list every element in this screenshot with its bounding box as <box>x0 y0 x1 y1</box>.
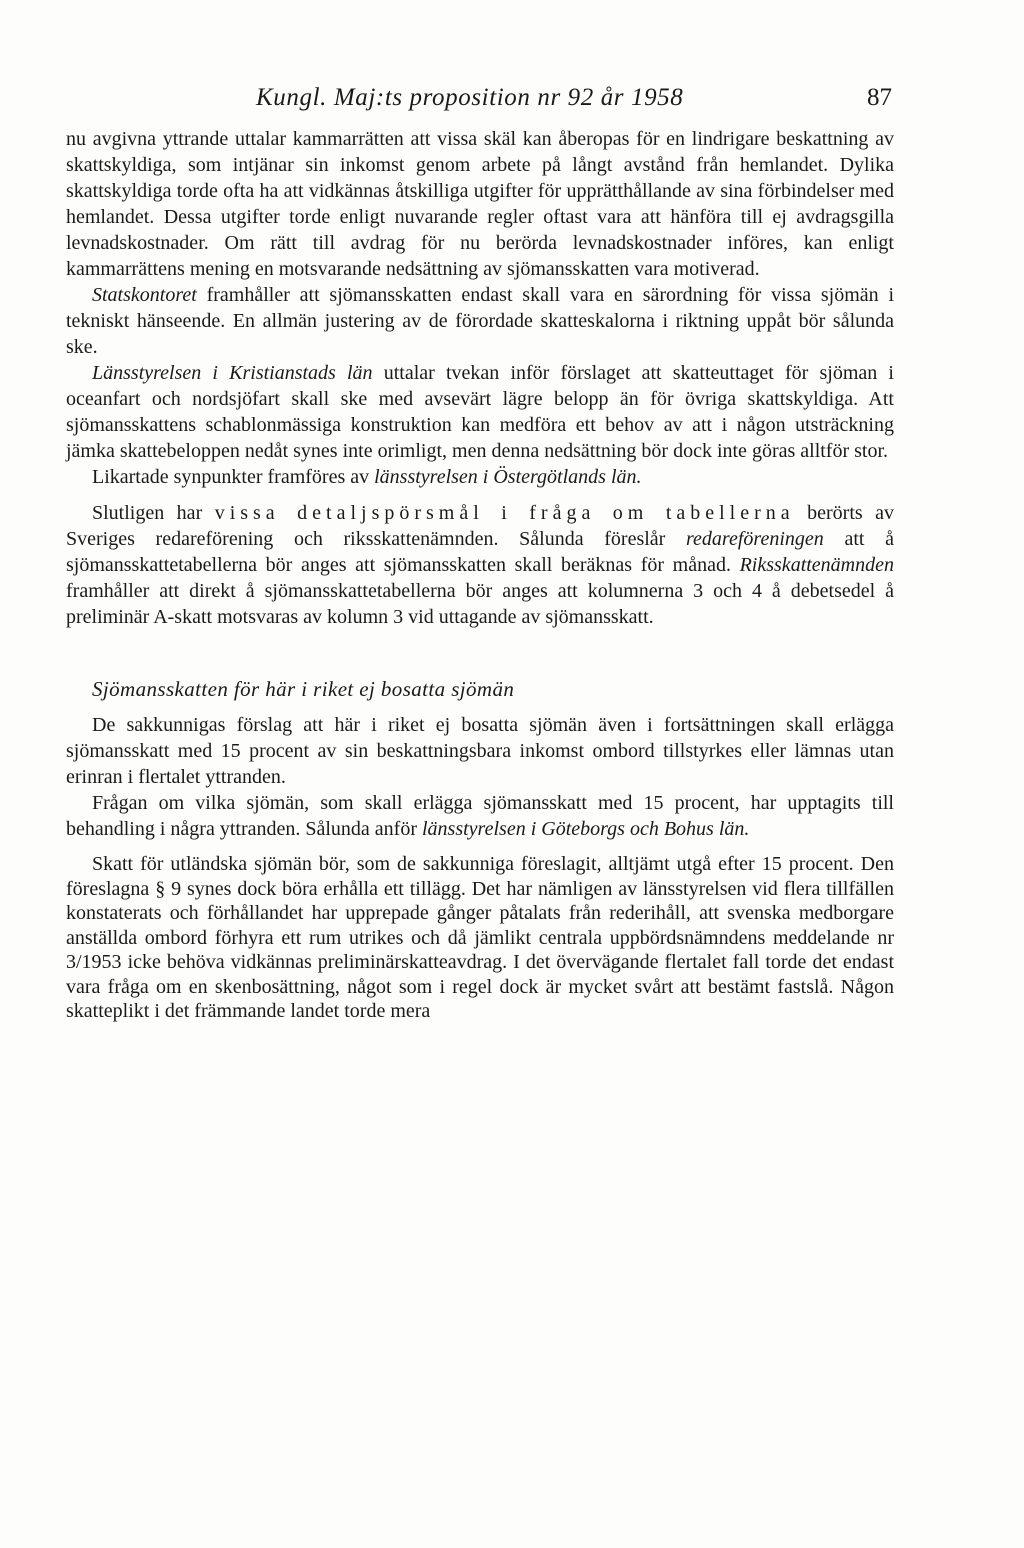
section-heading: Sjömansskatten för här i riket ej bosatta sjömän <box>92 677 515 701</box>
section-paragraph-2 <box>66 790 894 842</box>
section-paragraph-2-emphasis: länsstyrelsen i Göteborgs och Bohus län. <box>422 818 750 840</box>
section-paragraph-1: De sakkunnigas förslag att här i riket ej bosatta sjömän även i fortsättningen skall erlägga sjömansskatt med 15 procent av sin beskattningsbara inkomst ombord tillstyrkes eller lämnas utan erinran i flertalet yttranden. <box>66 714 894 788</box>
paragraph-5-text-a: Slutligen har <box>92 502 215 524</box>
running-title: Kungl. Maj:ts proposition nr 92 år 1958 <box>256 84 684 111</box>
paragraph-5-emphasis-2: Riksskattenämnden <box>739 554 894 576</box>
spacer <box>66 702 894 712</box>
paragraph-4-text: Likartade synpunkter framföres av <box>92 466 375 488</box>
quoted-block <box>66 852 894 1024</box>
spacer <box>66 842 894 852</box>
paragraph-2-text: framhåller att sjömansskatten endast skall vara en särordning för vissa sjömän i tekniskt hänseende. En allmän justering av de förordade skatteskalorna i riktning uppåt bör sålunda ske. <box>66 284 894 358</box>
page-number: 87 <box>867 84 892 111</box>
paragraph-2 <box>66 282 894 360</box>
paragraph-5-spaced: vissa detaljspörsmål i fråga om tabellerna <box>214 502 795 524</box>
paragraph-5-text-c: att å sjömansskattetabellerna bör anges att sjömansskatten skall beräknas för månad. <box>66 528 894 576</box>
paragraph-1: nu avgivna yttrande uttalar kammarrätten att vissa skäl kan åberopas för en lindrigare beskattning av skattskyldiga, som intjänar sin inkomst genom arbete på långt avstånd från hemlandet. Dylika skattskyldiga torde ofta ha att vidkännas åtskilliga utgifter för upprätthållande av sina förbindelser med hemlandet. Dessa utgifter torde enligt nuvarande regler oftast vara att hänföra till ej avdragsgilla levnadskostnader. Om rätt till avdrag för nu berörda levnadskostnader införes, kan enligt kammarrättens mening en motsvarande nedsättning av sjömansskatten vara motiverad. <box>66 128 894 280</box>
paragraph-3-text: uttalar tvekan inför förslaget att skatteuttaget för sjöman i oceanfart och nordsjöfart skall ske med avsevärt lägre belopp än för övriga skattskyldiga. Att sjömansskattens schablonmässiga konstruktion kan medföra ett behov av att i någon utsträckning jämka skattebeloppen nedåt synes inte orimligt, men denna nedsättning bör dock inte göras alltför stor. <box>66 362 894 462</box>
paragraph-5 <box>66 500 894 630</box>
section-paragraph-2-text: Frågan om vilka sjömän, som skall erlägga sjömansskatt med 15 procent, har upptagits till behandling i några yttranden. Sålunda anför <box>66 792 894 840</box>
page-header <box>66 84 892 118</box>
body-text <box>66 126 894 1024</box>
paragraph-3-emphasis: Länsstyrelsen i Kristianstads län <box>92 362 373 384</box>
paragraph-3 <box>66 360 894 464</box>
paragraph-5-text-b: berörts av Sveriges redareförening och riksskattenämnden. Sålunda föreslår <box>66 502 894 550</box>
paragraph-4 <box>66 464 894 490</box>
paragraph-5-text-d: framhåller att direkt å sjömansskattetabellerna bör anges att kolumnerna 3 och 4 å debetsedel å preliminär A-skatt motsvaras av kolumn 3 vid uttagande av sjömansskatt. <box>66 580 894 628</box>
paragraph-2-emphasis: Statskontoret <box>92 284 197 306</box>
paragraph-5-emphasis-1: redareföreningen <box>686 528 824 550</box>
spacer <box>66 490 894 500</box>
paragraph-4-emphasis: länsstyrelsen i Östergötlands län. <box>374 466 642 488</box>
spacer <box>66 630 894 676</box>
section-paragraph-3: Skatt för utländska sjömän bör, som de sakkunniga föreslagit, alltjämt utgå efter 15 procent. Den föreslagna § 9 synes dock böra erhålla ett tillägg. Det har nämligen av länsstyrelsen vid flera tillfällen konstaterats och förhållandet har upprepade gånger påtalats från rederihåll, att svenska medborgare anställda ombord förhyra ett rum utrikes och då jämlikt centrala uppbördsnämndens meddelande nr 3/1953 icke behöva vidkännas preliminärskatteavdrag. I det övervägande flertalet fall torde det endast vara fråga om en skenbosättning, något som i regel dock är mycket svårt att bestämt fastslå. Någon skatteplikt i det främmande landet torde mera <box>66 853 894 1022</box>
